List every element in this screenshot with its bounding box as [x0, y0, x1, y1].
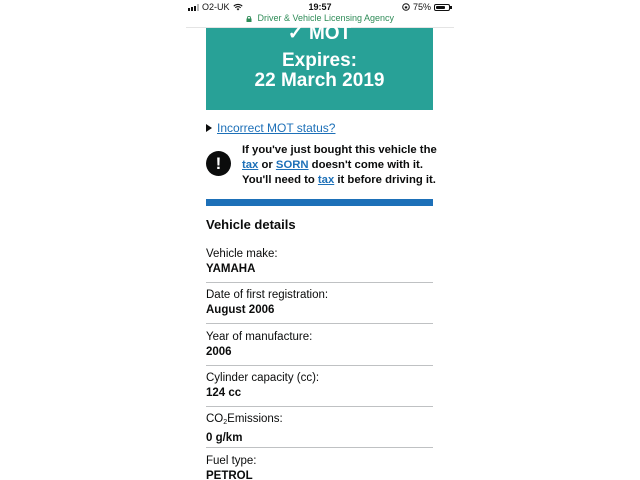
- battery-percent: 75%: [412, 2, 431, 12]
- detail-value: PETROL: [206, 470, 253, 480]
- co2-prefix: CO: [206, 413, 224, 425]
- detail-label: Cylinder capacity (cc):: [206, 372, 320, 384]
- row-divider: [206, 406, 433, 407]
- detail-label: Vehicle make:: [206, 248, 278, 260]
- phone-screen: [186, 0, 454, 480]
- tax-link[interactable]: tax: [242, 159, 259, 171]
- warning-or: or: [258, 159, 276, 171]
- detail-row-year-of-manufacture: [206, 330, 433, 359]
- row-divider: [206, 323, 433, 324]
- detail-row-make: [206, 247, 433, 276]
- warning-line-2: doesn't come with it.: [308, 159, 423, 171]
- mot-status: ✓ MOT: [287, 23, 352, 44]
- status-bar: [186, 0, 454, 14]
- detail-value: 124 cc: [206, 387, 242, 399]
- co2-subscript: 2: [223, 419, 228, 426]
- incorrect-mot-status-link[interactable]: Incorrect MOT status?: [217, 121, 336, 135]
- warning-text: [242, 143, 437, 188]
- vehicle-details-title: Vehicle details: [206, 217, 296, 232]
- carrier-name: O2-UK: [202, 2, 230, 12]
- detail-label: Year of manufacture:: [206, 331, 313, 343]
- incorrect-mot-status-toggle[interactable]: [206, 121, 335, 135]
- detail-row-co2-emissions: [206, 412, 433, 445]
- detail-row-first-registration: [206, 288, 433, 317]
- detail-label: Date of first registration:: [206, 289, 329, 301]
- status-right: [402, 2, 450, 12]
- warning-line-1: If you've just bought this vehicle the: [242, 144, 437, 156]
- battery-icon: [434, 4, 450, 11]
- row-divider: [206, 282, 433, 283]
- detail-value: YAMAHA: [206, 263, 256, 275]
- warning-line-3-end: it before driving it.: [334, 174, 436, 186]
- warning-line-3-start: You'll need to: [242, 174, 318, 186]
- detail-row-fuel-type: [206, 454, 433, 480]
- row-divider: [206, 365, 433, 366]
- sorn-link[interactable]: SORN: [275, 159, 309, 171]
- section-divider: [206, 199, 433, 206]
- tax-link-2[interactable]: tax: [317, 174, 335, 186]
- co2-suffix: Emissions:: [227, 413, 283, 425]
- detail-value: 0 g/km: [206, 432, 243, 444]
- site-name: Driver & Vehicle Licensing Agency: [257, 13, 395, 23]
- detail-label: [206, 412, 433, 430]
- detail-value: August 2006: [206, 304, 275, 316]
- triangle-right-icon: [206, 124, 212, 132]
- clock: 19:57: [308, 2, 332, 12]
- row-divider: [206, 447, 433, 448]
- mot-expires-label: Expires:: [282, 50, 357, 71]
- detail-value: 2006: [206, 346, 232, 358]
- mot-status-panel: [206, 23, 433, 110]
- mot-expiry-date: 22 March 2019: [254, 70, 385, 91]
- warning-notice: [206, 143, 437, 191]
- detail-row-cylinder-capacity: [206, 371, 433, 400]
- rotation-lock-icon: [402, 3, 410, 11]
- exclamation-icon: !: [206, 151, 231, 176]
- detail-label: Fuel type:: [206, 455, 257, 467]
